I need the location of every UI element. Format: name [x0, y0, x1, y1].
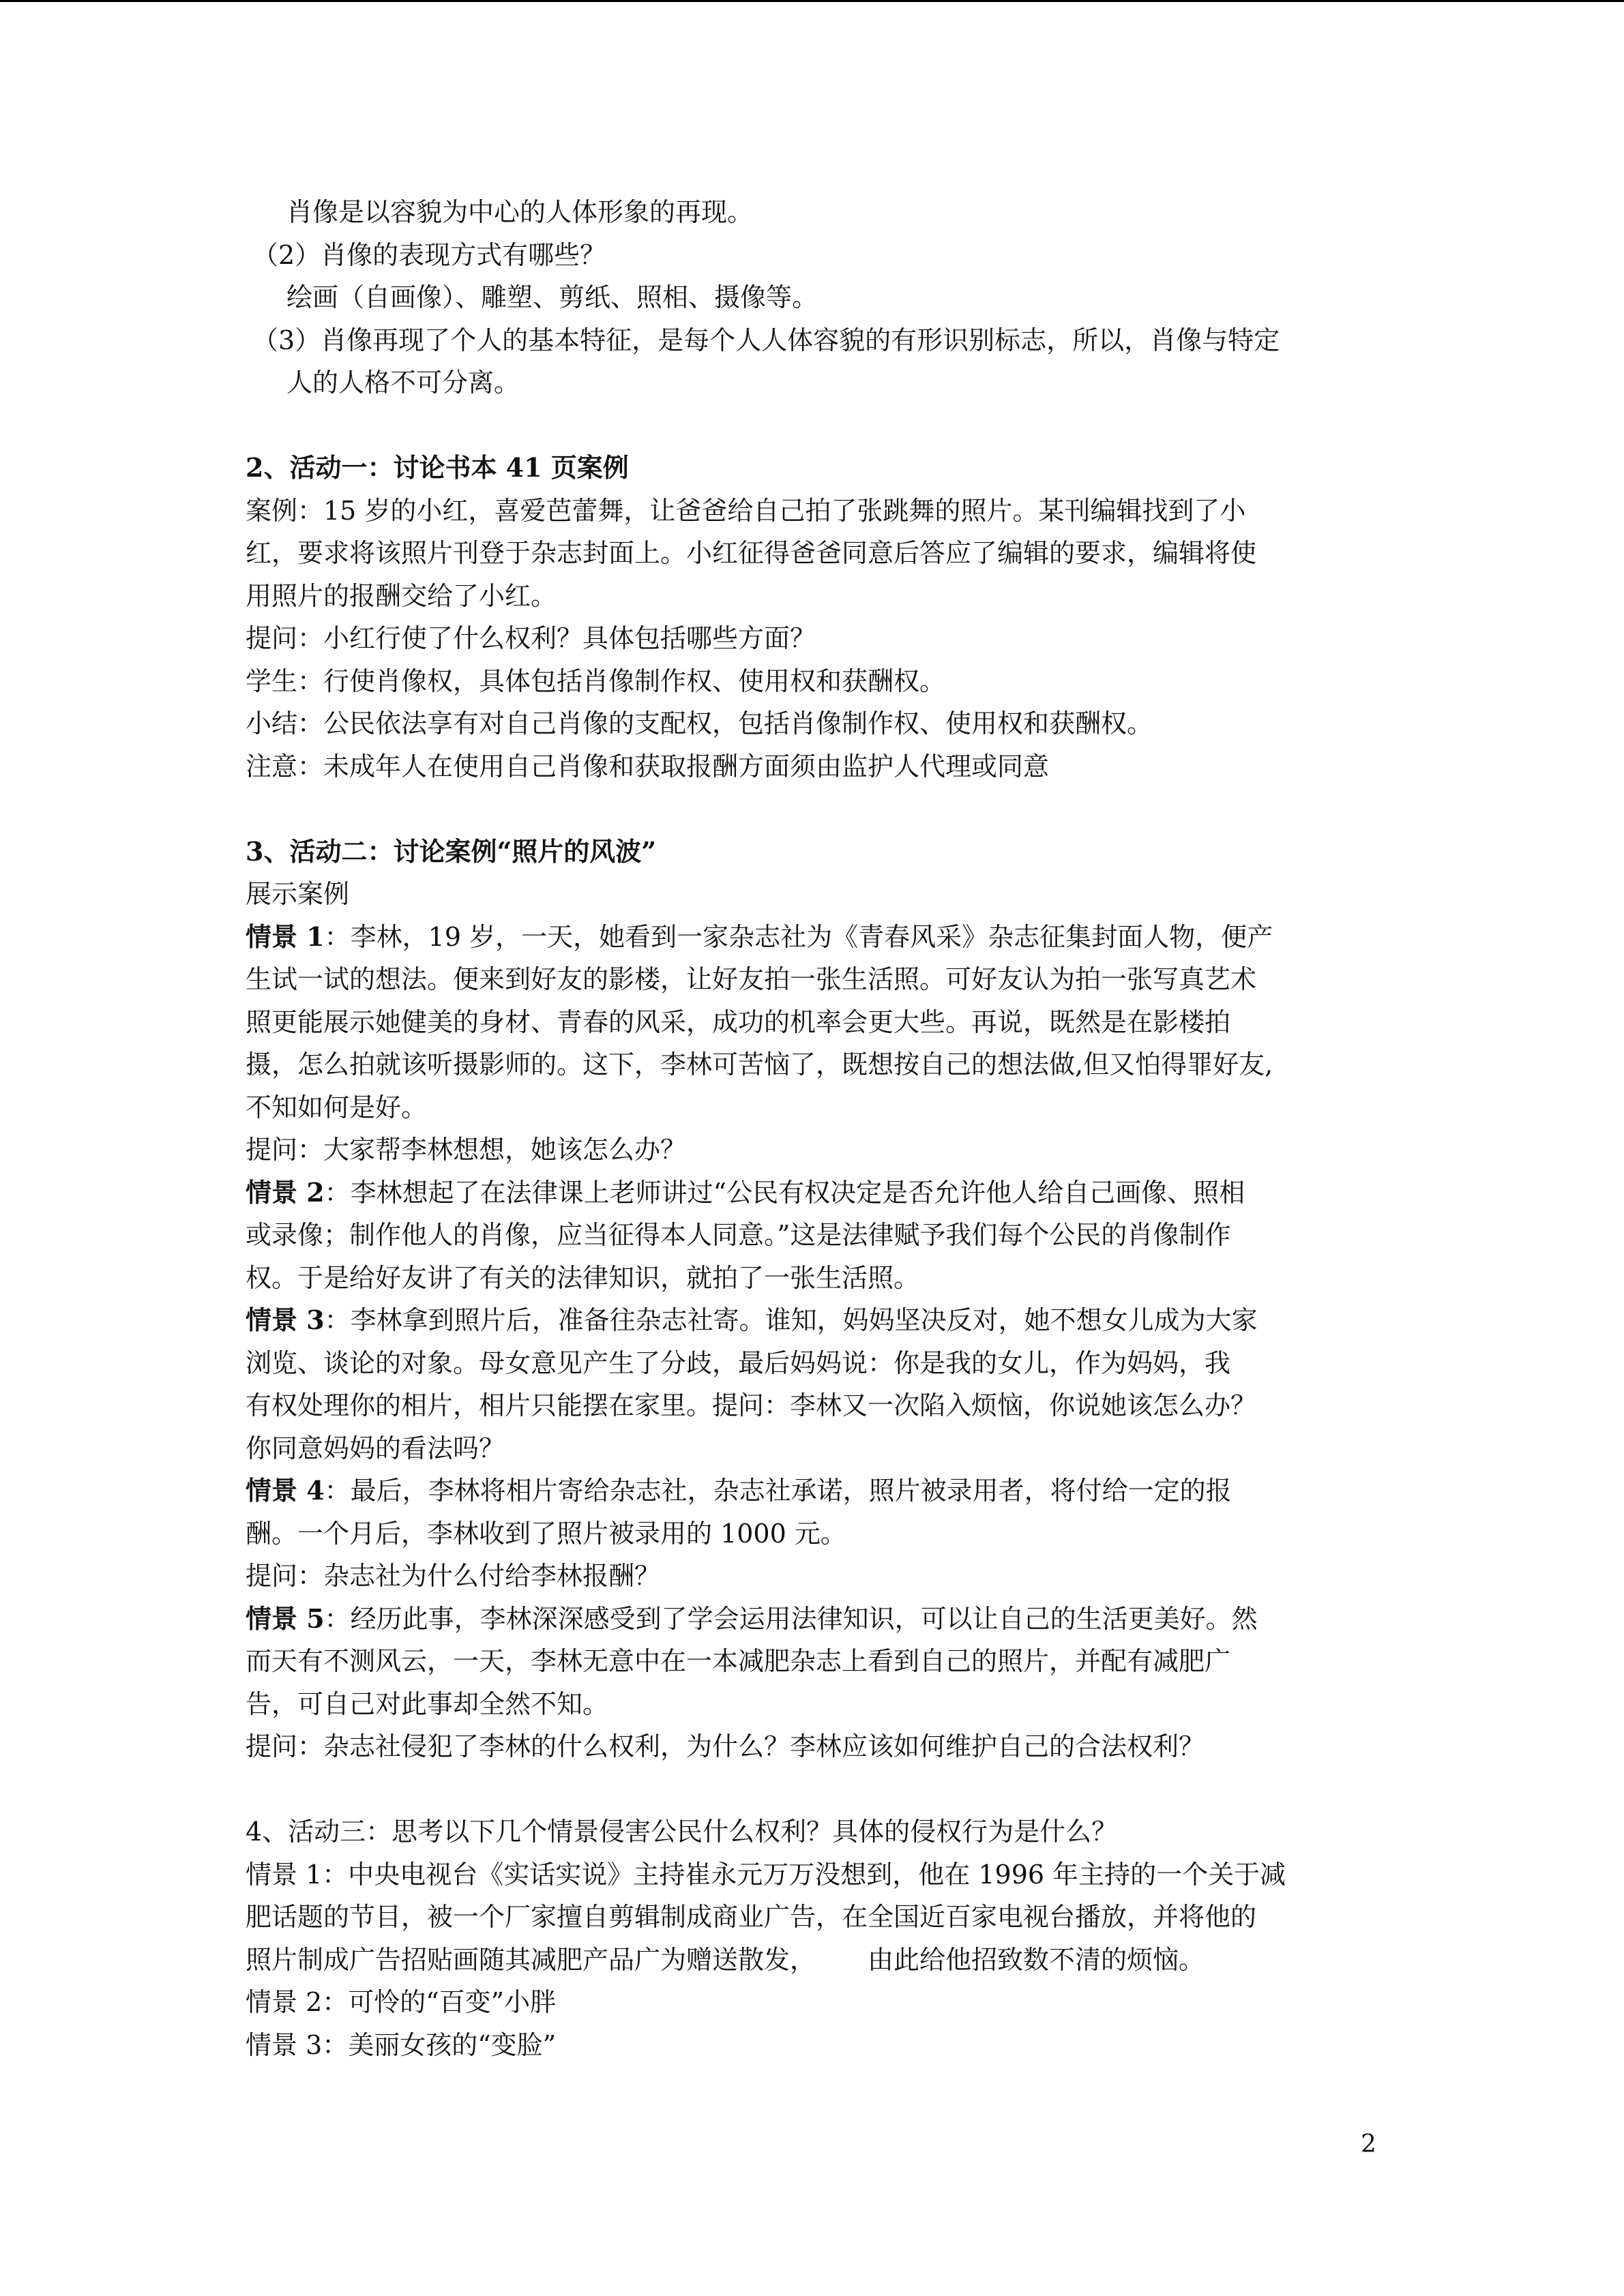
- section-heading-activity-3: 4、活动三：思考以下几个情景侵害公民什么权利？具体的侵权行为是什么？: [246, 1817, 1118, 1847]
- scenario-5-line: [246, 1598, 1391, 1641]
- text-line: 红，要求将该照片刊登于杂志封面上。小红征得爸爸同意后答应了编辑的要求，编辑将使: [246, 538, 1257, 568]
- text-line: 学生：行使肖像权，具体包括肖像制作权、使用权和获酬权。: [246, 666, 946, 696]
- scenario-text: ：最后，李林将相片寄给杂志社，杂志社承诺，照片被录用者，将付给一定的报: [324, 1476, 1232, 1506]
- scenario-text: ：经历此事，李林深深感受到了学会运用法律知识，可以让自己的生活更美好。然: [324, 1603, 1258, 1634]
- scenario-label: 情景 1: [246, 921, 325, 952]
- text-line: 注意：未成年人在使用自己肖像和获取报酬方面须由监护人代理或同意: [246, 751, 1050, 781]
- text-segment: 照片制成广告招贴画随其减肥产品广为赠送散发，: [246, 1944, 816, 1975]
- text-line: （3）肖像再现了个人的基本特征，是每个人人体容貌的有形识别标志，所以，肖像与特定: [252, 325, 1280, 355]
- text-line: 酬。一个月后，李林收到了照片被录用的 1000 元。: [246, 1518, 846, 1549]
- text-line: 有权处理你的相片，相片只能摆在家里。提问：李林又一次陷入烦恼，你说她该怎么办？: [246, 1390, 1257, 1420]
- section-heading-activity-1: 2、活动一：讨论书本 41 页案例: [246, 452, 629, 483]
- text-line: 情景 2：可怜的“百变”小胖: [246, 1987, 557, 2017]
- scenario-label: 情景 5: [246, 1602, 325, 1634]
- scenario-label: 情景 2: [246, 1176, 325, 1208]
- text-line: 绘画（自画像）、雕塑、剪纸、照相、摄像等。: [286, 282, 818, 312]
- text-line: 提问：杂志社侵犯了李林的什么权利，为什么？李林应该如何维护自己的合法权利？: [246, 1731, 1205, 1761]
- text-line: 摄，怎么拍就该听摄影师的。这下，李林可苦恼了，既想按自己的想法做,但又怕得罪好友,: [246, 1049, 1273, 1079]
- text-line: [246, 1939, 1391, 1982]
- section-heading-activity-2: 3、活动二：讨论案例“照片的风波”: [246, 835, 657, 867]
- page-number: 2: [1361, 2130, 1376, 2158]
- spacer: [246, 1768, 1391, 1811]
- text-line: 用照片的报酬交给了小红。: [246, 580, 557, 611]
- text-line: 权。于是给好友讲了有关的法律知识，就拍了一张生活照。: [246, 1262, 920, 1293]
- scenario-text: ：李林，19 岁，一天，她看到一家杂志社为《青春风采》杂志征集封面人物，便产: [324, 921, 1273, 952]
- top-border-rule: [0, 0, 1624, 2]
- text-line: 照更能展示她健美的身材、青春的风采，成功的机率会更大些。再说，既然是在影楼拍: [246, 1007, 1231, 1037]
- scenario-text: ：李林想起了在法律课上老师讲过“公民有权决定是否允许他人给自己画像、照相: [324, 1177, 1245, 1208]
- text-line: 案例：15 岁的小红，喜爱芭蕾舞，让爸爸给自己拍了张跳舞的照片。某刊编辑找到了小: [246, 495, 1246, 526]
- scenario-1-line: [246, 916, 1391, 959]
- scenario-2-line: [246, 1172, 1391, 1214]
- text-segment: 由此给他招致数不清的烦恼。: [868, 1944, 1205, 1975]
- text-line: 肥话题的节目，被一个厂家擅自剪辑制成商业广告，在全国近百家电视台播放，并将他的: [246, 1902, 1257, 1932]
- text-line: 展示案例: [246, 879, 350, 909]
- scenario-text: ：李林拿到照片后，准备往杂志社寄。谁知，妈妈坚决反对，她不想女儿成为大家: [324, 1305, 1258, 1335]
- text-line: 情景 1：中央电视台《实话实说》主持崔永元万万没想到，他在 1996 年主持的一个关于减: [246, 1859, 1286, 1890]
- text-line: （2）肖像的表现方式有哪些？: [252, 239, 606, 270]
- text-line: 小结：公民依法享有对自己肖像的支配权，包括肖像制作权、使用权和获酬权。: [246, 709, 1153, 739]
- text-line: 提问：小红行使了什么权利？具体包括哪些方面？: [246, 623, 816, 653]
- scenario-3-line: [246, 1299, 1391, 1342]
- scenario-label: 情景 3: [246, 1304, 325, 1335]
- text-line: 告，可自己对此事却全然不知。: [246, 1688, 609, 1719]
- scenario-4-line: [246, 1470, 1391, 1512]
- text-line: 或录像；制作他人的肖像，应当征得本人同意。”这是法律赋予我们每个公民的肖像制作: [246, 1220, 1231, 1250]
- spacer: [246, 788, 1391, 831]
- text-line: 提问：杂志社为什么付给李林报酬？: [246, 1561, 661, 1591]
- text-line: 情景 3：美丽女孩的“变脸”: [246, 2029, 557, 2060]
- text-line: 你同意妈妈的看法吗？: [246, 1433, 505, 1463]
- text-line: 不知如何是好。: [246, 1092, 428, 1122]
- text-line: 提问：大家帮李林想想，她该怎么办？: [246, 1135, 687, 1165]
- scenario-label: 情景 4: [246, 1475, 325, 1506]
- text-line: 而天有不测风云，一天，李林无意中在一本减肥杂志上看到自己的照片，并配有减肥广: [246, 1646, 1231, 1676]
- spacer: [246, 404, 1391, 447]
- text-line: 人的人格不可分离。: [286, 368, 520, 398]
- text-line: 生试一试的想法。便来到好友的影楼，让好友拍一张生活照。可好友认为拍一张写真艺术: [246, 964, 1257, 994]
- text-line: 浏览、谈论的对象。母女意见产生了分歧，最后妈妈说：你是我的女儿，作为妈妈，我: [246, 1347, 1231, 1378]
- text-line: 肖像是以容貌为中心的人体形象的再现。: [286, 197, 754, 227]
- document-body: [246, 191, 1391, 2066]
